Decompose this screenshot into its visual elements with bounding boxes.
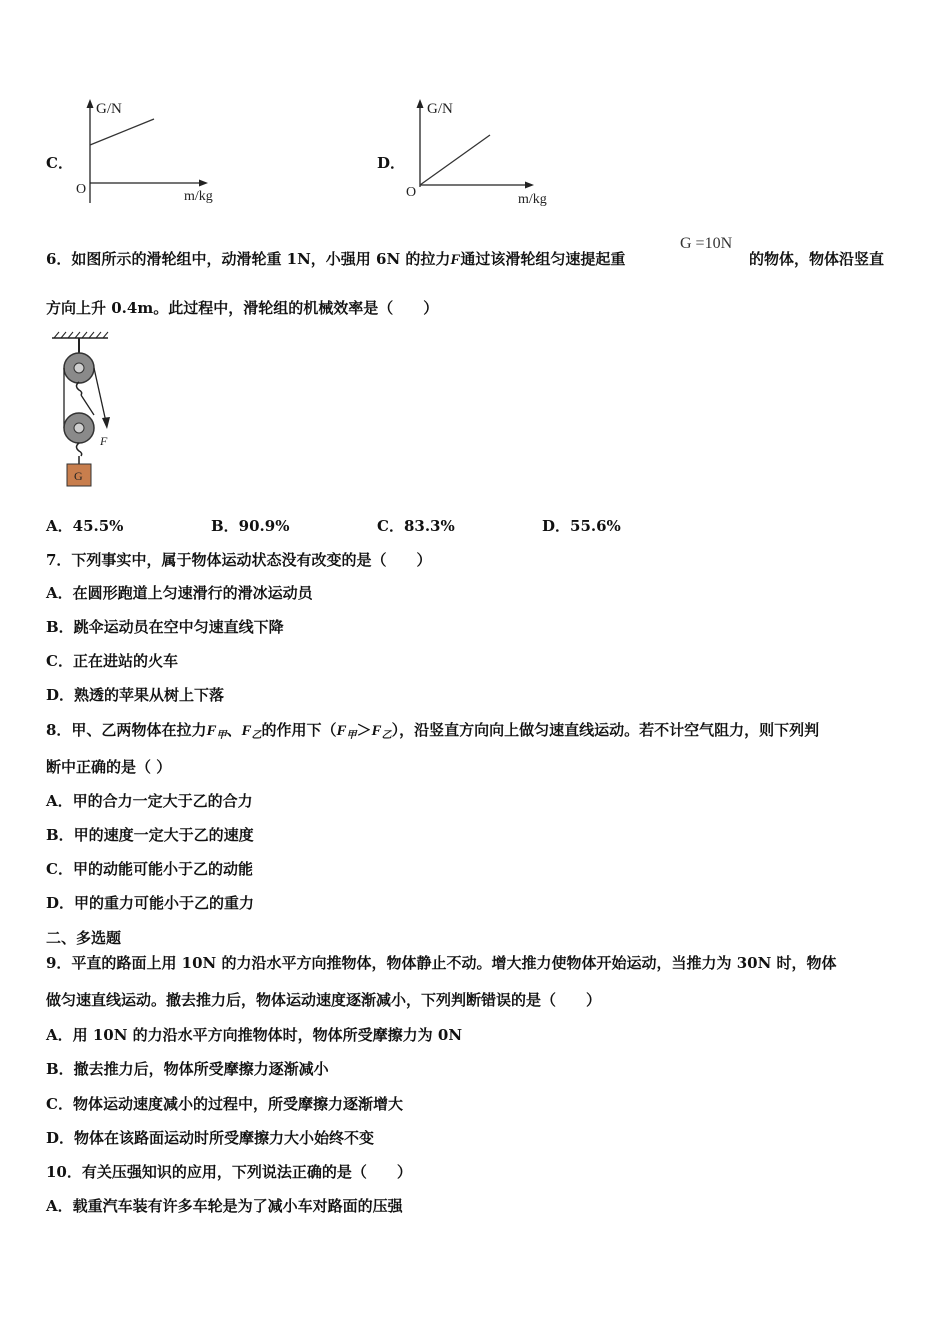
q9-option-d: D．物体在该路面运动时所受摩擦力大小始终不变: [46, 1129, 375, 1147]
q8-option-b: B．甲的速度一定大于乙的速度: [46, 826, 254, 844]
q9-option-b: B．撤去推力后，物体所受摩擦力逐渐减小: [46, 1060, 329, 1078]
graph-c-ylabel: G/N: [96, 101, 122, 117]
force-label: F: [100, 434, 108, 448]
q8-line2: 断中正确的是（ ）: [46, 758, 172, 776]
q10-option-a: A．载重汽车装有许多车轮是为了减小车对路面的压强: [46, 1197, 403, 1215]
q8-f-jia-2: F: [336, 723, 347, 739]
q8-sub-jia-2: 甲: [346, 730, 357, 741]
q6-text-b: 通过该滑轮组匀速提起重: [460, 250, 626, 268]
q9-option-a: A．用 10N 的力沿水平方向推物体时，物体所受摩擦力为 0N: [46, 1026, 463, 1044]
q8-option-d: D．甲的重力可能小于乙的重力: [46, 894, 255, 912]
q8-f-yi: F: [241, 723, 252, 739]
graph-d-line: [420, 135, 490, 185]
graph-d-x-arrow: [525, 182, 534, 189]
q8-text-b: 的作用下（: [261, 721, 337, 739]
q8-option-c: C．甲的动能可能小于乙的动能: [46, 860, 253, 878]
fixed-pulley-hub: [74, 363, 84, 373]
q7-option-a: A．在圆形跑道上匀速滑行的滑冰运动员: [46, 584, 313, 602]
q6-line1: [46, 249, 625, 270]
graph-c-origin: O: [76, 182, 87, 197]
q9-line2: 做匀速直线运动。撤去推力后，物体运动速度逐渐减小，下列判断错误的是（ ）: [46, 991, 602, 1009]
q10-stem: 10．有关压强知识的应用，下列说法正确的是（ ）: [46, 1163, 412, 1181]
graph-d-y-arrow: [417, 99, 424, 108]
section-title-multi-choice: 二、多选题: [46, 929, 122, 947]
force-arrow: [102, 417, 110, 429]
q6-option-d: D．55.6%: [542, 517, 621, 535]
q8-sub-yi-2: 乙: [381, 730, 392, 741]
q9-line1: 9．平直的路面上用 10N 的力沿水平方向推物体，物体静止不动。增大推力使物体开始运动，当推力为 30N 时，物体: [46, 954, 837, 972]
q8-sep: 、: [226, 721, 242, 739]
option-c-label: C．: [46, 154, 73, 172]
q8-gt: ＞: [356, 721, 372, 739]
graph-d-origin: O: [406, 185, 417, 200]
q8-text-a: 8．甲、乙两物体在拉力: [46, 721, 207, 739]
weight-label: G: [74, 469, 83, 483]
q7-stem: 7．下列事实中，属于物体运动状态没有改变的是（ ）: [46, 551, 432, 569]
graph-c-y-arrow: [87, 99, 94, 108]
graph-d-ylabel: G/N: [427, 101, 453, 117]
q8-text-c: ），沿竖直方向向上做匀速直线运动。若不计空气阻力，则下列判: [391, 721, 820, 739]
q9-option-c: C．物体运动速度减小的过程中，所受摩擦力逐渐增大: [46, 1095, 403, 1113]
q6-text-a: 6．如图所示的滑轮组中，动滑轮重 1N，小强用 6N 的拉力: [46, 250, 451, 268]
graph-d: [400, 95, 565, 210]
q7-option-b: B．跳伞运动员在空中匀速直线下降: [46, 618, 284, 636]
movable-pulley-hub: [74, 423, 84, 433]
q8-f-jia: F: [206, 723, 217, 739]
q6-option-b: B．90.9%: [211, 517, 290, 535]
q6-text-c: 的物体，物体沿竖直: [749, 250, 885, 268]
q6-line2: 方向上升 0.4m。此过程中，滑轮组的机械效率是（ ）: [46, 299, 439, 317]
graph-c-line: [90, 119, 154, 145]
q8-option-a: A．甲的合力一定大于乙的合力: [46, 792, 253, 810]
fixed-pulley-hook: [77, 382, 82, 395]
ceiling-hatching: [54, 332, 108, 338]
q8-f-yi-2: F: [371, 723, 382, 739]
graph-d-xlabel: m/kg: [518, 192, 547, 207]
pulley-figure: [44, 330, 134, 495]
movable-pulley-hook: [77, 443, 82, 456]
option-d-label: D．: [377, 154, 406, 172]
q8-line1: [46, 720, 819, 746]
q6-force-symbol: F: [450, 252, 461, 268]
q6-option-a: A．45.5%: [46, 517, 124, 535]
q6-g-expression: G =10N: [680, 235, 733, 252]
q8-sub-jia: 甲: [216, 730, 227, 741]
rope-right: [94, 368, 106, 422]
q6-option-c: C．83.3%: [377, 517, 455, 535]
q7-option-c: C．正在进站的火车: [46, 652, 178, 670]
q7-option-d: D．熟透的苹果从树上下落: [46, 686, 225, 704]
q8-sub-yi: 乙: [251, 730, 262, 741]
graph-c: [70, 95, 230, 210]
rope-middle: [81, 395, 94, 415]
graph-c-xlabel: m/kg: [184, 189, 213, 204]
graph-c-x-arrow: [199, 180, 208, 187]
